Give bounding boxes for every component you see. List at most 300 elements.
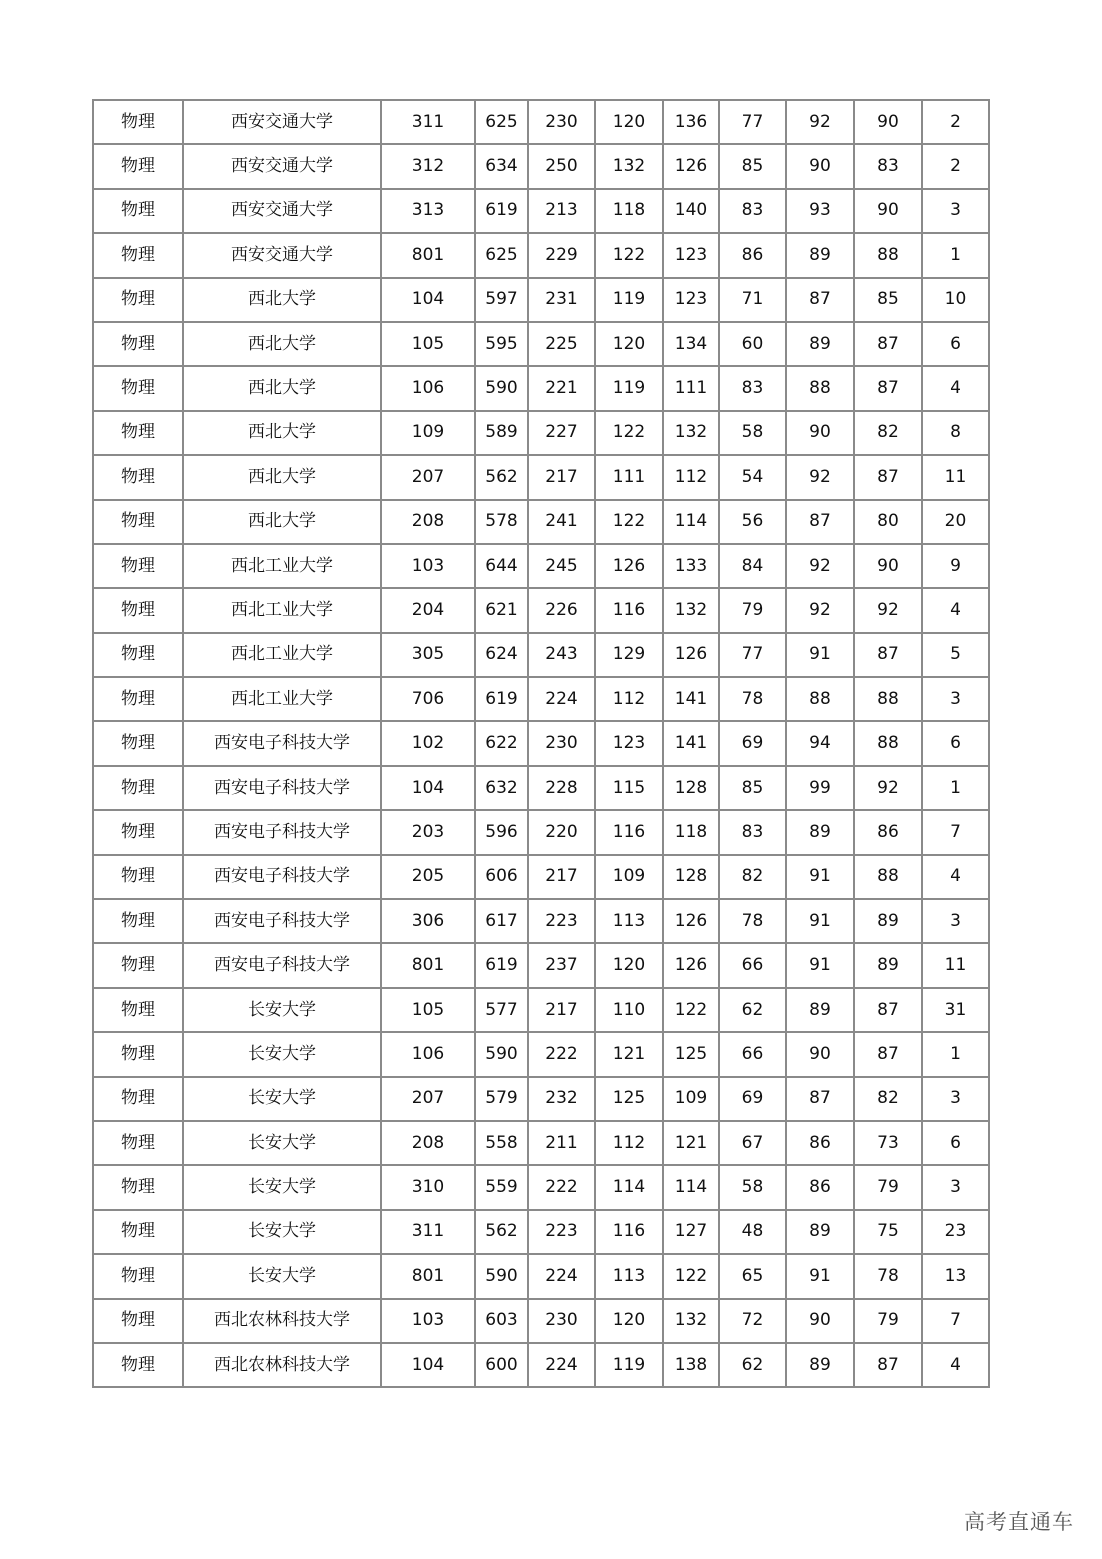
cell-foreign-lang-score: 99 — [786, 766, 854, 810]
cell-university: 西北工业大学 — [183, 588, 381, 632]
cell-foreign-lang-score: 91 — [786, 1254, 854, 1298]
table-row — [93, 588, 989, 632]
cell-chinese-math-score: 221 — [528, 366, 595, 410]
cell-rank-count: 31 — [922, 988, 989, 1032]
cell-rank-count: 3 — [922, 189, 989, 233]
cell-total-score: 632 — [475, 766, 528, 810]
table-row — [93, 100, 989, 144]
cell-elective-score: 86 — [719, 233, 786, 277]
table-row — [93, 633, 989, 677]
cell-university: 西北大学 — [183, 411, 381, 455]
cell-other-score: 88 — [854, 855, 922, 899]
cell-chinese-score: 115 — [595, 766, 663, 810]
cell-elective-score: 82 — [719, 855, 786, 899]
cell-university: 长安大学 — [183, 1121, 381, 1165]
cell-chinese-math-score: 227 — [528, 411, 595, 455]
table-body — [93, 100, 989, 1387]
cell-major-group-code: 109 — [381, 411, 475, 455]
cell-chinese-score: 112 — [595, 1121, 663, 1165]
cell-rank-count: 10 — [922, 278, 989, 322]
cell-chinese-math-score: 243 — [528, 633, 595, 677]
cell-foreign-lang-score: 86 — [786, 1165, 854, 1209]
cell-foreign-lang-score: 92 — [786, 544, 854, 588]
table-row — [93, 1343, 989, 1387]
cell-university: 西北大学 — [183, 322, 381, 366]
cell-major-group-code: 801 — [381, 1254, 475, 1298]
cell-chinese-math-score: 230 — [528, 721, 595, 765]
cell-math-score: 118 — [663, 810, 719, 854]
cell-math-score: 133 — [663, 544, 719, 588]
cell-total-score: 625 — [475, 100, 528, 144]
cell-rank-count: 3 — [922, 677, 989, 721]
cell-other-score: 92 — [854, 588, 922, 632]
cell-chinese-score: 112 — [595, 677, 663, 721]
cell-chinese-score: 126 — [595, 544, 663, 588]
cell-subject: 物理 — [93, 766, 183, 810]
table-row — [93, 189, 989, 233]
table-row — [93, 144, 989, 188]
cell-math-score: 111 — [663, 366, 719, 410]
cell-total-score: 595 — [475, 322, 528, 366]
cell-rank-count: 13 — [922, 1254, 989, 1298]
cell-chinese-math-score: 224 — [528, 1254, 595, 1298]
cell-foreign-lang-score: 87 — [786, 500, 854, 544]
cell-university: 西安交通大学 — [183, 144, 381, 188]
cell-major-group-code: 105 — [381, 988, 475, 1032]
cell-subject: 物理 — [93, 455, 183, 499]
cell-other-score: 89 — [854, 899, 922, 943]
cell-math-score: 136 — [663, 100, 719, 144]
cell-major-group-code: 103 — [381, 544, 475, 588]
cell-subject: 物理 — [93, 1210, 183, 1254]
cell-elective-score: 62 — [719, 1343, 786, 1387]
cell-other-score: 89 — [854, 943, 922, 987]
cell-chinese-score: 119 — [595, 1343, 663, 1387]
cell-foreign-lang-score: 88 — [786, 366, 854, 410]
cell-major-group-code: 106 — [381, 366, 475, 410]
cell-total-score: 578 — [475, 500, 528, 544]
cell-chinese-score: 116 — [595, 1210, 663, 1254]
cell-elective-score: 77 — [719, 100, 786, 144]
cell-university: 西北农林科技大学 — [183, 1299, 381, 1343]
cell-elective-score: 85 — [719, 144, 786, 188]
cell-rank-count: 2 — [922, 100, 989, 144]
cell-chinese-score: 132 — [595, 144, 663, 188]
cell-other-score: 79 — [854, 1299, 922, 1343]
cell-chinese-math-score: 217 — [528, 855, 595, 899]
cell-math-score: 141 — [663, 677, 719, 721]
cell-other-score: 82 — [854, 411, 922, 455]
cell-other-score: 73 — [854, 1121, 922, 1165]
cell-chinese-score: 119 — [595, 366, 663, 410]
cell-foreign-lang-score: 90 — [786, 411, 854, 455]
cell-university: 长安大学 — [183, 1210, 381, 1254]
cell-total-score: 590 — [475, 1032, 528, 1076]
cell-foreign-lang-score: 89 — [786, 322, 854, 366]
cell-chinese-score: 109 — [595, 855, 663, 899]
cell-other-score: 87 — [854, 322, 922, 366]
cell-subject: 物理 — [93, 1032, 183, 1076]
cell-math-score: 123 — [663, 278, 719, 322]
cell-chinese-score: 129 — [595, 633, 663, 677]
cell-math-score: 132 — [663, 411, 719, 455]
cell-major-group-code: 102 — [381, 721, 475, 765]
cell-total-score: 603 — [475, 1299, 528, 1343]
cell-major-group-code: 310 — [381, 1165, 475, 1209]
cell-math-score: 114 — [663, 500, 719, 544]
cell-chinese-math-score: 223 — [528, 1210, 595, 1254]
table-row — [93, 855, 989, 899]
cell-chinese-score: 120 — [595, 100, 663, 144]
cell-total-score: 624 — [475, 633, 528, 677]
cell-elective-score: 66 — [719, 1032, 786, 1076]
cell-university: 西安电子科技大学 — [183, 721, 381, 765]
cell-subject: 物理 — [93, 100, 183, 144]
cell-other-score: 87 — [854, 1032, 922, 1076]
cell-other-score: 78 — [854, 1254, 922, 1298]
cell-university: 西北大学 — [183, 500, 381, 544]
cell-elective-score: 83 — [719, 189, 786, 233]
cell-major-group-code: 103 — [381, 1299, 475, 1343]
cell-math-score: 127 — [663, 1210, 719, 1254]
cell-foreign-lang-score: 90 — [786, 1299, 854, 1343]
cell-chinese-score: 116 — [595, 588, 663, 632]
cell-university: 西安交通大学 — [183, 189, 381, 233]
cell-chinese-math-score: 231 — [528, 278, 595, 322]
cell-university: 西北工业大学 — [183, 544, 381, 588]
cell-foreign-lang-score: 89 — [786, 988, 854, 1032]
cell-rank-count: 11 — [922, 455, 989, 499]
cell-rank-count: 4 — [922, 366, 989, 410]
admission-score-table — [92, 99, 990, 1388]
cell-major-group-code: 312 — [381, 144, 475, 188]
cell-subject: 物理 — [93, 721, 183, 765]
cell-total-score: 625 — [475, 233, 528, 277]
cell-other-score: 75 — [854, 1210, 922, 1254]
cell-other-score: 85 — [854, 278, 922, 322]
cell-math-score: 132 — [663, 588, 719, 632]
cell-major-group-code: 706 — [381, 677, 475, 721]
cell-university: 西安交通大学 — [183, 100, 381, 144]
table-row — [93, 544, 989, 588]
cell-chinese-math-score: 241 — [528, 500, 595, 544]
cell-chinese-score: 122 — [595, 411, 663, 455]
cell-major-group-code: 203 — [381, 810, 475, 854]
cell-university: 长安大学 — [183, 1254, 381, 1298]
cell-major-group-code: 207 — [381, 455, 475, 499]
cell-foreign-lang-score: 92 — [786, 455, 854, 499]
cell-elective-score: 58 — [719, 411, 786, 455]
cell-other-score: 92 — [854, 766, 922, 810]
cell-math-score: 122 — [663, 988, 719, 1032]
table-row — [93, 810, 989, 854]
table-row — [93, 366, 989, 410]
cell-total-score: 596 — [475, 810, 528, 854]
cell-chinese-math-score: 229 — [528, 233, 595, 277]
table-row — [93, 1077, 989, 1121]
cell-subject: 物理 — [93, 233, 183, 277]
cell-foreign-lang-score: 93 — [786, 189, 854, 233]
cell-rank-count: 11 — [922, 943, 989, 987]
cell-rank-count: 1 — [922, 1032, 989, 1076]
cell-university: 西安电子科技大学 — [183, 943, 381, 987]
cell-foreign-lang-score: 90 — [786, 144, 854, 188]
cell-subject: 物理 — [93, 899, 183, 943]
cell-elective-score: 77 — [719, 633, 786, 677]
cell-chinese-math-score: 222 — [528, 1032, 595, 1076]
cell-total-score: 621 — [475, 588, 528, 632]
cell-university: 西安电子科技大学 — [183, 810, 381, 854]
cell-other-score: 90 — [854, 100, 922, 144]
cell-subject: 物理 — [93, 1077, 183, 1121]
cell-rank-count: 5 — [922, 633, 989, 677]
cell-elective-score: 69 — [719, 1077, 786, 1121]
cell-foreign-lang-score: 92 — [786, 588, 854, 632]
cell-chinese-math-score: 226 — [528, 588, 595, 632]
cell-foreign-lang-score: 91 — [786, 943, 854, 987]
cell-math-score: 123 — [663, 233, 719, 277]
cell-total-score: 577 — [475, 988, 528, 1032]
table-row — [93, 411, 989, 455]
cell-subject: 物理 — [93, 144, 183, 188]
cell-major-group-code: 105 — [381, 322, 475, 366]
cell-major-group-code: 104 — [381, 278, 475, 322]
cell-elective-score: 56 — [719, 500, 786, 544]
cell-major-group-code: 207 — [381, 1077, 475, 1121]
cell-major-group-code: 106 — [381, 1032, 475, 1076]
cell-chinese-math-score: 230 — [528, 1299, 595, 1343]
cell-total-score: 622 — [475, 721, 528, 765]
cell-major-group-code: 801 — [381, 943, 475, 987]
cell-math-score: 138 — [663, 1343, 719, 1387]
cell-chinese-score: 122 — [595, 233, 663, 277]
watermark-text: 高考直通车 — [964, 1510, 1074, 1534]
cell-chinese-score: 113 — [595, 899, 663, 943]
cell-rank-count: 20 — [922, 500, 989, 544]
cell-foreign-lang-score: 89 — [786, 1210, 854, 1254]
cell-total-score: 597 — [475, 278, 528, 322]
cell-math-score: 134 — [663, 322, 719, 366]
cell-other-score: 88 — [854, 233, 922, 277]
cell-chinese-score: 114 — [595, 1165, 663, 1209]
cell-major-group-code: 104 — [381, 766, 475, 810]
cell-other-score: 87 — [854, 633, 922, 677]
cell-chinese-math-score: 223 — [528, 899, 595, 943]
cell-subject: 物理 — [93, 855, 183, 899]
cell-elective-score: 83 — [719, 366, 786, 410]
cell-foreign-lang-score: 89 — [786, 233, 854, 277]
table-row — [93, 1210, 989, 1254]
cell-university: 西安电子科技大学 — [183, 899, 381, 943]
table-row — [93, 899, 989, 943]
cell-subject: 物理 — [93, 411, 183, 455]
cell-subject: 物理 — [93, 544, 183, 588]
table-row — [93, 233, 989, 277]
cell-subject: 物理 — [93, 810, 183, 854]
cell-other-score: 88 — [854, 721, 922, 765]
cell-rank-count: 23 — [922, 1210, 989, 1254]
cell-subject: 物理 — [93, 988, 183, 1032]
cell-chinese-score: 118 — [595, 189, 663, 233]
cell-major-group-code: 311 — [381, 100, 475, 144]
cell-chinese-math-score: 225 — [528, 322, 595, 366]
cell-chinese-math-score: 224 — [528, 1343, 595, 1387]
cell-total-score: 558 — [475, 1121, 528, 1165]
cell-subject: 物理 — [93, 366, 183, 410]
cell-math-score: 141 — [663, 721, 719, 765]
cell-total-score: 590 — [475, 366, 528, 410]
cell-math-score: 126 — [663, 943, 719, 987]
cell-chinese-score: 121 — [595, 1032, 663, 1076]
cell-total-score: 606 — [475, 855, 528, 899]
cell-elective-score: 65 — [719, 1254, 786, 1298]
cell-foreign-lang-score: 91 — [786, 899, 854, 943]
cell-elective-score: 67 — [719, 1121, 786, 1165]
cell-major-group-code: 104 — [381, 1343, 475, 1387]
cell-math-score: 140 — [663, 189, 719, 233]
cell-elective-score: 83 — [719, 810, 786, 854]
cell-other-score: 87 — [854, 455, 922, 499]
cell-rank-count: 7 — [922, 1299, 989, 1343]
cell-major-group-code: 208 — [381, 1121, 475, 1165]
cell-total-score: 562 — [475, 1210, 528, 1254]
table-row — [93, 1299, 989, 1343]
cell-other-score: 83 — [854, 144, 922, 188]
cell-foreign-lang-score: 89 — [786, 810, 854, 854]
table-row — [93, 1121, 989, 1165]
cell-chinese-score: 116 — [595, 810, 663, 854]
cell-university: 西北大学 — [183, 455, 381, 499]
cell-chinese-math-score: 213 — [528, 189, 595, 233]
cell-rank-count: 1 — [922, 233, 989, 277]
cell-rank-count: 4 — [922, 1343, 989, 1387]
cell-university: 西安电子科技大学 — [183, 766, 381, 810]
cell-chinese-score: 119 — [595, 278, 663, 322]
cell-foreign-lang-score: 87 — [786, 1077, 854, 1121]
table-row — [93, 766, 989, 810]
cell-math-score: 112 — [663, 455, 719, 499]
cell-university: 西北工业大学 — [183, 633, 381, 677]
table-row — [93, 322, 989, 366]
cell-chinese-math-score: 230 — [528, 100, 595, 144]
cell-math-score: 122 — [663, 1254, 719, 1298]
cell-subject: 物理 — [93, 677, 183, 721]
cell-chinese-math-score: 228 — [528, 766, 595, 810]
cell-major-group-code: 205 — [381, 855, 475, 899]
cell-chinese-score: 113 — [595, 1254, 663, 1298]
cell-subject: 物理 — [93, 588, 183, 632]
cell-chinese-math-score: 245 — [528, 544, 595, 588]
cell-subject: 物理 — [93, 1343, 183, 1387]
cell-university: 西北工业大学 — [183, 677, 381, 721]
table-row — [93, 278, 989, 322]
cell-rank-count: 6 — [922, 322, 989, 366]
cell-chinese-score: 110 — [595, 988, 663, 1032]
cell-subject: 物理 — [93, 633, 183, 677]
cell-university: 长安大学 — [183, 1032, 381, 1076]
cell-elective-score: 69 — [719, 721, 786, 765]
cell-elective-score: 62 — [719, 988, 786, 1032]
cell-university: 长安大学 — [183, 988, 381, 1032]
cell-foreign-lang-score: 89 — [786, 1343, 854, 1387]
cell-chinese-score: 122 — [595, 500, 663, 544]
cell-other-score: 88 — [854, 677, 922, 721]
cell-elective-score: 84 — [719, 544, 786, 588]
cell-rank-count: 2 — [922, 144, 989, 188]
cell-chinese-math-score: 222 — [528, 1165, 595, 1209]
cell-rank-count: 4 — [922, 855, 989, 899]
cell-foreign-lang-score: 92 — [786, 100, 854, 144]
cell-math-score: 121 — [663, 1121, 719, 1165]
cell-elective-score: 78 — [719, 677, 786, 721]
cell-elective-score: 60 — [719, 322, 786, 366]
cell-total-score: 619 — [475, 189, 528, 233]
cell-rank-count: 4 — [922, 588, 989, 632]
cell-other-score: 90 — [854, 544, 922, 588]
cell-subject: 物理 — [93, 1299, 183, 1343]
cell-subject: 物理 — [93, 189, 183, 233]
cell-rank-count: 9 — [922, 544, 989, 588]
cell-foreign-lang-score: 87 — [786, 278, 854, 322]
cell-major-group-code: 306 — [381, 899, 475, 943]
cell-math-score: 126 — [663, 633, 719, 677]
cell-subject: 物理 — [93, 1254, 183, 1298]
cell-other-score: 86 — [854, 810, 922, 854]
cell-chinese-math-score: 250 — [528, 144, 595, 188]
cell-chinese-math-score: 220 — [528, 810, 595, 854]
cell-foreign-lang-score: 90 — [786, 1032, 854, 1076]
cell-subject: 物理 — [93, 943, 183, 987]
cell-math-score: 126 — [663, 144, 719, 188]
cell-rank-count: 1 — [922, 766, 989, 810]
cell-elective-score: 78 — [719, 899, 786, 943]
cell-elective-score: 48 — [719, 1210, 786, 1254]
cell-math-score: 128 — [663, 855, 719, 899]
cell-total-score: 559 — [475, 1165, 528, 1209]
table-row — [93, 677, 989, 721]
cell-subject: 物理 — [93, 500, 183, 544]
cell-foreign-lang-score: 88 — [786, 677, 854, 721]
cell-chinese-score: 125 — [595, 1077, 663, 1121]
cell-university: 西北大学 — [183, 278, 381, 322]
cell-chinese-score: 120 — [595, 943, 663, 987]
cell-math-score: 132 — [663, 1299, 719, 1343]
cell-other-score: 87 — [854, 988, 922, 1032]
cell-rank-count: 3 — [922, 899, 989, 943]
cell-foreign-lang-score: 94 — [786, 721, 854, 765]
cell-math-score: 126 — [663, 899, 719, 943]
cell-total-score: 600 — [475, 1343, 528, 1387]
cell-university: 长安大学 — [183, 1165, 381, 1209]
cell-math-score: 128 — [663, 766, 719, 810]
cell-elective-score: 72 — [719, 1299, 786, 1343]
cell-rank-count: 7 — [922, 810, 989, 854]
cell-other-score: 80 — [854, 500, 922, 544]
cell-total-score: 590 — [475, 1254, 528, 1298]
cell-major-group-code: 208 — [381, 500, 475, 544]
cell-total-score: 617 — [475, 899, 528, 943]
cell-chinese-score: 120 — [595, 322, 663, 366]
cell-total-score: 579 — [475, 1077, 528, 1121]
table-row — [93, 1254, 989, 1298]
cell-university: 西北大学 — [183, 366, 381, 410]
table-row — [93, 1032, 989, 1076]
cell-subject: 物理 — [93, 278, 183, 322]
cell-chinese-math-score: 217 — [528, 988, 595, 1032]
cell-chinese-math-score: 237 — [528, 943, 595, 987]
cell-other-score: 79 — [854, 1165, 922, 1209]
cell-chinese-math-score: 211 — [528, 1121, 595, 1165]
